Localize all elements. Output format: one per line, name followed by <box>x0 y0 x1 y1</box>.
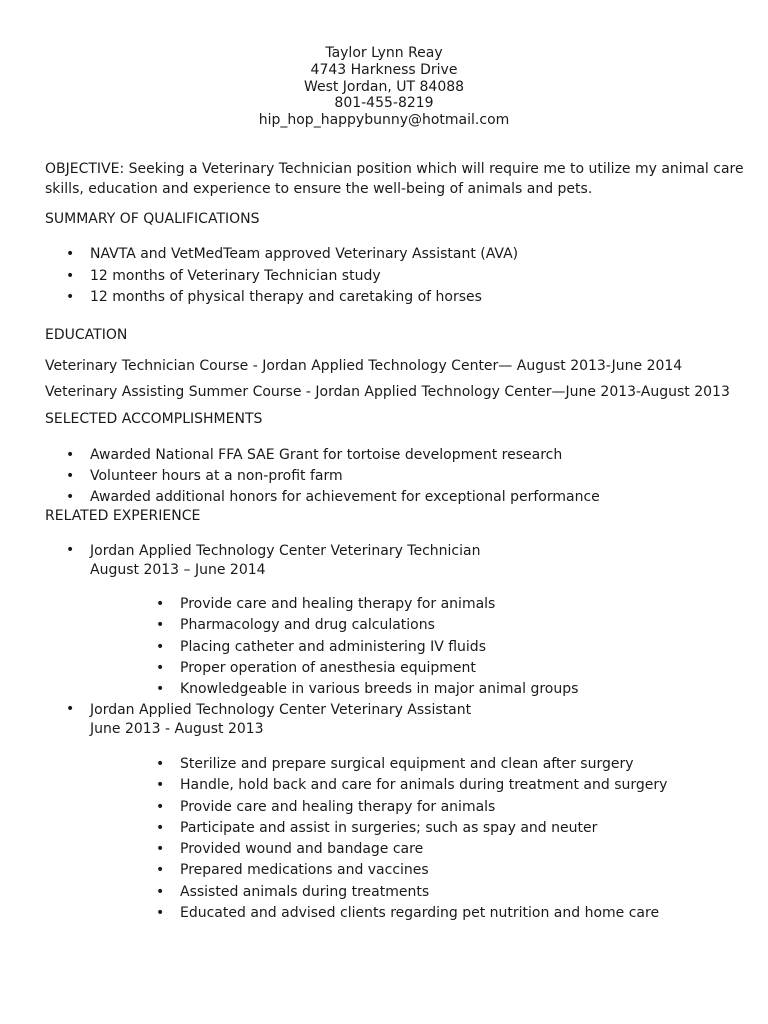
job-duties-list <box>156 754 667 924</box>
list-item: • Pharmacology and drug calculations <box>156 617 435 634</box>
contact-street: 4743 Harkness Drive <box>310 61 458 78</box>
list-item: • Sterilize and prepare surgical equipment and clean after surgery <box>156 756 634 772</box>
list-item: • Provide care and healing therapy for animals <box>156 596 496 612</box>
objective-text: OBJECTIVE: Seeking a Veterinary Technician position which will require me to utilize my animal care skills, education and experience to ensure the well-being of animals and pets. <box>45 161 744 197</box>
accomplishments-heading: SELECTED ACCOMPLISHMENTS <box>45 411 263 427</box>
list-item: • Placing catheter and administering IV fluids <box>156 638 486 655</box>
list-item: • Provide care and healing therapy for animals <box>156 798 496 815</box>
education-heading: EDUCATION <box>45 327 128 343</box>
job-title: Jordan Applied Technology Center Veterinary Technician <box>90 543 481 559</box>
list-item: • Participate and assist in surgeries; such as spay and neuter <box>156 819 598 836</box>
list-item: • Volunteer hours at a non-profit farm <box>66 468 343 484</box>
job-entry: • Jordan Applied Technology Center Veterinary Assistant June 2013 - August 2013 <box>66 701 472 737</box>
list-item: • Awarded additional honors for achievement for exceptional performance <box>66 489 600 505</box>
job-dates: August 2013 – June 2014 <box>90 561 266 578</box>
job-title: Jordan Applied Technology Center Veterinary Assistant <box>90 702 472 718</box>
qualifications-heading: SUMMARY OF QUALIFICATIONS <box>45 211 260 227</box>
job-entry: • Jordan Applied Technology Center Veterinary Technician August 2013 – June 2014 <box>66 542 481 578</box>
list-item: • Provided wound and bandage care <box>156 841 424 858</box>
job-dates: June 2013 - August 2013 <box>90 720 264 737</box>
contact-header <box>0 45 768 129</box>
education-item: Veterinary Assisting Summer Course - Jordan Applied Technology Center—June 2013-August 2013 <box>45 384 730 400</box>
list-item: • Knowledgeable in various breeds in major animal groups <box>156 681 579 698</box>
job-duties-list <box>156 594 578 700</box>
accomplishments-list <box>66 445 600 508</box>
contact-email: hip_hop_happybunny@hotmail.com <box>258 112 510 129</box>
experience-heading: RELATED EXPERIENCE <box>45 508 201 524</box>
contact-phone: 801-455-8219 <box>334 95 434 112</box>
list-item: • Awarded National FFA SAE Grant for tortoise development research <box>66 447 563 463</box>
list-item: • Assisted animals during treatments <box>156 883 430 900</box>
education-item: Veterinary Technician Course - Jordan Applied Technology Center— August 2013-June 2014 <box>45 358 683 374</box>
list-item: • NAVTA and VetMedTeam approved Veterinary Assistant (AVA) <box>66 246 519 262</box>
qualifications-list <box>66 244 518 309</box>
list-item: • Prepared medications and vaccines <box>156 862 429 879</box>
list-item: • Educated and advised clients regarding pet nutrition and home care <box>156 905 660 922</box>
contact-name: Taylor Lynn Reay <box>325 45 443 61</box>
contact-city: West Jordan, UT 84088 <box>303 78 465 95</box>
list-item: • 12 months of Veterinary Technician study <box>66 267 381 284</box>
list-item: • Proper operation of anesthesia equipment <box>156 659 476 676</box>
list-item: • Handle, hold back and care for animals during treatment and surgery <box>156 777 668 794</box>
list-item: • 12 months of physical therapy and caretaking of horses <box>66 289 482 305</box>
